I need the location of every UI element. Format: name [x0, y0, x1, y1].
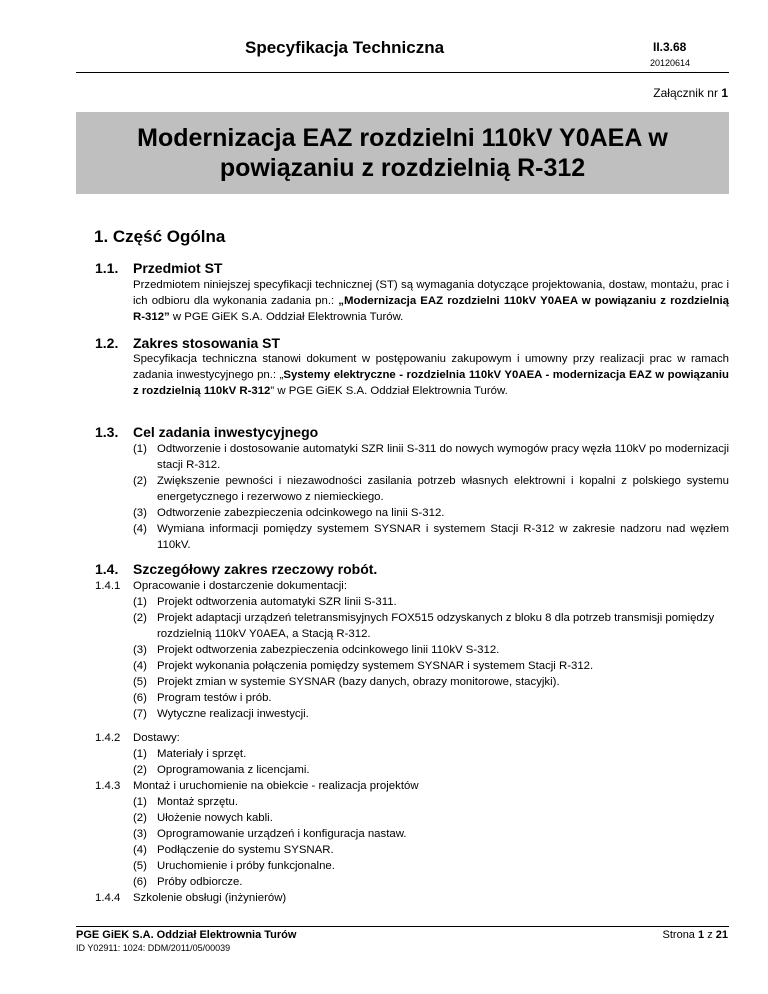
- list-number: (3): [133, 644, 147, 656]
- list-text: Projekt odtworzenia zabezpieczenia odcinkowego linii 110kV S-312.: [157, 644, 500, 656]
- list-number: (1): [133, 443, 147, 455]
- subsection-number: 1.4.1: [95, 580, 121, 592]
- list-item: [133, 842, 731, 858]
- title-banner: [76, 112, 729, 194]
- list-item: [133, 810, 731, 826]
- subsection-1-4-4: [95, 890, 731, 906]
- list-text: Projekt adaptacji urządzeń teletransmisyjnych FOX515 odzyskanych z bloku 8 dla potrzeb transmisji pomiędzy rozdzielnią 110kV Y0AEA, a Stacją R-312.: [157, 612, 715, 640]
- list-number: (4): [133, 523, 147, 535]
- page-total: 21: [715, 929, 728, 941]
- document-title: [76, 112, 729, 183]
- list-number: (3): [133, 828, 147, 840]
- list-text: Projekt wykonania połączenia pomiędzy systemem SYSNAR i systemem Stacji R-312.: [157, 660, 594, 672]
- list-number: (2): [133, 612, 147, 624]
- list-text: Ułożenie nowych kabli.: [157, 812, 273, 824]
- footer-divider: [76, 926, 729, 927]
- section-1-1-paragraph: [133, 277, 729, 325]
- list-item: [133, 690, 731, 706]
- section-1-2-heading: [95, 335, 280, 351]
- footer-document-id: ID Y02911: 1024: DDM/2011/05/00039: [76, 943, 231, 953]
- list-item: [133, 794, 731, 810]
- section-number: 1.2.: [95, 335, 119, 351]
- list-number: (1): [133, 748, 147, 760]
- paragraph-bold-text: „Modernizacja EAZ rozdzielni 110kV Y0AEA w powiązaniu z rozdzielnią R-312”: [133, 295, 729, 323]
- list-number: (7): [133, 708, 147, 720]
- section-title: Cel zadania inwestycyjnego: [133, 424, 319, 440]
- subsection-title: Opracowanie i dostarczenie dokumentacji:: [133, 580, 348, 592]
- subsection-title: Szkolenie obsługi (inżynierów): [133, 892, 287, 904]
- list-number: (5): [133, 676, 147, 688]
- list-item: [133, 746, 731, 762]
- list-text: Montaż sprzętu.: [157, 796, 239, 808]
- paragraph-text: Specyfikacja techniczna stanowi dokument w postępowaniu zakupowym i umowny przy realizacji prac w ramach zadania inwestycyjnego pn.: „: [133, 353, 729, 381]
- list-number: (2): [133, 764, 147, 776]
- attachment-label: [653, 86, 728, 100]
- list-number: (6): [133, 692, 147, 704]
- page-label: Strona: [662, 929, 695, 941]
- spec-code: II.3.68: [653, 40, 687, 54]
- subsection-list: [95, 746, 731, 778]
- list-item: [133, 642, 731, 658]
- section-1-1-heading: [95, 260, 222, 276]
- header-divider: [76, 72, 729, 73]
- list-item: [133, 658, 731, 674]
- paragraph-text: w PGE GiEK S.A. Oddział Elektrownia Turów.: [169, 311, 404, 323]
- footer-company: PGE GiEK S.A. Oddział Elektrownia Turów: [76, 929, 297, 941]
- attachment-number: 1: [721, 86, 728, 100]
- list-text: Oprogramowanie urządzeń i konfiguracja nastaw.: [157, 828, 407, 840]
- section-1-3-heading: [95, 424, 318, 440]
- list-item: [133, 521, 729, 553]
- list-text: Podłączenie do systemu SYSNAR.: [157, 844, 334, 856]
- page-number: [663, 929, 728, 941]
- section-title: Szczegółowy zakres rzeczowy robót.: [133, 561, 378, 577]
- subsection-title: Montaż i uruchomienie na obiekcie - realizacja projektów: [133, 780, 419, 792]
- section-title: Zakres stosowania ST: [133, 335, 281, 351]
- list-item: [133, 706, 731, 722]
- paragraph-text: ” w PGE GiEK S.A. Oddział Elektrownia Turów.: [270, 385, 508, 397]
- list-item: [133, 826, 731, 842]
- section-number: 1.4.: [95, 561, 119, 577]
- section-number: 1.1.: [95, 260, 119, 276]
- list-text: Wymiana informacji pomiędzy systemem SYSNAR i systemem Stacji R-312 w zakresie nadzoru nad węzłem 110kV.: [157, 523, 729, 551]
- page-current: 1: [698, 929, 705, 941]
- paragraph-text: Przedmiotem niniejszej specyfikacji technicznej (ST) są wymagania dotyczące projektowania, dostaw, montażu, prac i ich odbioru dla wykonania zadania pn.:: [133, 279, 729, 307]
- list-item: [133, 473, 729, 505]
- list-text: Oprogramowania z licencjami.: [157, 764, 310, 776]
- list-number: (4): [133, 844, 147, 856]
- list-text: Projekt zmian w systemie SYSNAR (bazy danych, obrazy monitorowe, stacyjki).: [157, 676, 560, 688]
- list-text: Próby odbiorcze.: [157, 876, 243, 888]
- list-item: [133, 505, 729, 521]
- list-number: (1): [133, 796, 147, 808]
- document-type-title: Specyfikacja Techniczna: [245, 38, 445, 57]
- subsection-number: 1.4.3: [95, 780, 121, 792]
- list-number: (1): [133, 596, 147, 608]
- subsection-number: 1.4.2: [95, 732, 121, 744]
- spec-date: 20120614: [650, 58, 691, 68]
- list-text: Program testów i prób.: [157, 692, 272, 704]
- list-number: (4): [133, 660, 147, 672]
- list-number: (2): [133, 812, 147, 824]
- list-text: Uruchomienie i próby funkcjonalne.: [157, 860, 335, 872]
- list-item: [133, 674, 731, 690]
- subsection-number: 1.4.4: [95, 892, 121, 904]
- subsection-1-4-3: [95, 778, 731, 890]
- list-text: Odtworzenie i dostosowanie automatyki SZR linii S-311 do nowych wymogów pracy węzła 110kV po modernizacji stacji R-312.: [157, 443, 729, 471]
- section-number: 1.3.: [95, 424, 119, 440]
- subsection-1-4-2: [95, 730, 731, 778]
- document-title-line-2: powiązaniu z rozdzielnią R-312: [219, 154, 586, 182]
- paragraph-bold-text: Systemy elektryczne - rozdzielnia 110kV Y0AEA - modernizacja EAZ w powiązaniu z rozdzielnią 110kV R-312: [133, 369, 729, 397]
- list-item: [133, 762, 731, 778]
- attachment-label-text: Załącznik nr: [653, 86, 718, 100]
- list-text: Odtworzenie zabezpieczenia odcinkowego na linii S-312.: [157, 507, 445, 519]
- section-1-2-paragraph: [133, 351, 729, 399]
- section-1-4-heading: [95, 561, 377, 577]
- document-title-line-1: Modernizacja EAZ rozdzielni 110kV Y0AEA w: [137, 124, 668, 152]
- subsection-1-4-1: [95, 578, 731, 722]
- list-number: (2): [133, 475, 147, 487]
- list-text: Zwiększenie pewności i niezawodności zasilania potrzeb własnych elektrowni i kopalni z polskiego systemu energetycznego i rezerwowo z niemieckiego.: [157, 475, 729, 503]
- list-text: Wytyczne realizacji inwestycji.: [157, 708, 309, 720]
- list-number: (5): [133, 860, 147, 872]
- section-1-heading: 1. Część Ogólna: [94, 227, 226, 246]
- list-item: [133, 441, 729, 473]
- subsection-list: [95, 594, 731, 722]
- list-number: (3): [133, 507, 147, 519]
- subsection-list: [95, 794, 731, 890]
- list-text: Materiały i sprzęt.: [157, 748, 247, 760]
- subsection-title: Dostawy:: [133, 732, 180, 744]
- section-title: Przedmiot ST: [133, 260, 223, 276]
- list-item: [133, 594, 731, 610]
- list-item: [133, 858, 731, 874]
- list-item: [133, 610, 731, 642]
- page-of: z: [707, 929, 713, 941]
- section-1-3-list: [133, 441, 729, 553]
- list-item: [133, 874, 731, 890]
- list-number: (6): [133, 876, 147, 888]
- list-text: Projekt odtworzenia automatyki SZR linii S-311.: [157, 596, 397, 608]
